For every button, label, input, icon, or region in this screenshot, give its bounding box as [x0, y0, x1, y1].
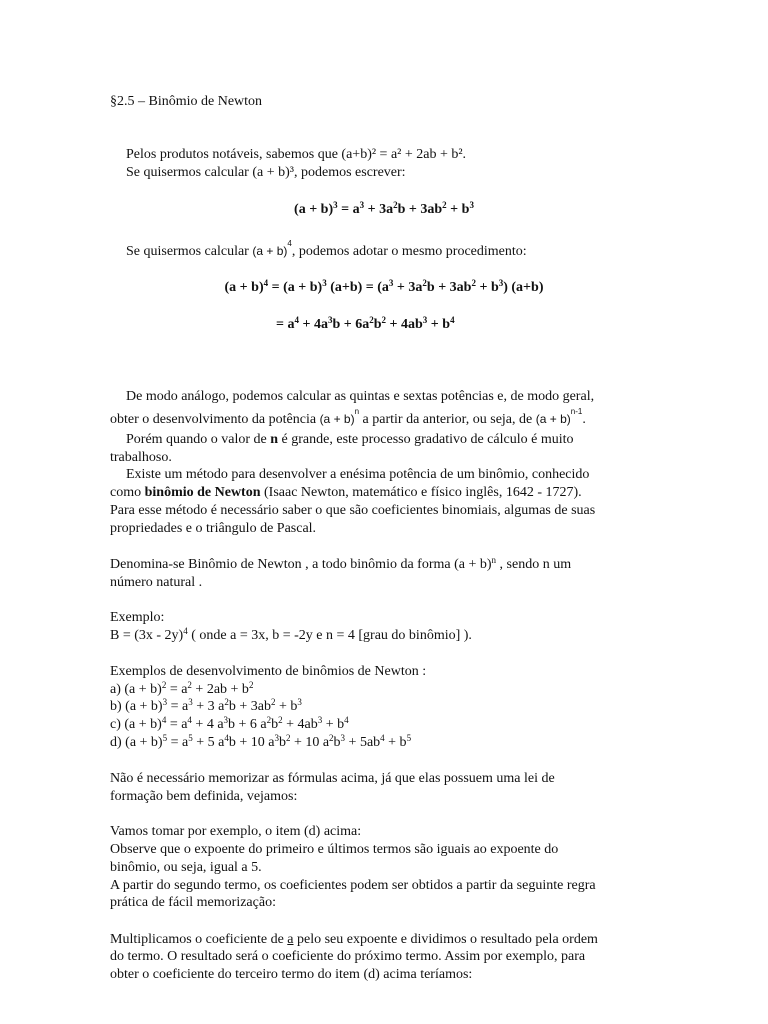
multiply-line-2: do termo. O resultado será o coeficiente do próximo termo. Assim por exemplo, para	[110, 949, 586, 964]
example-d: d) $(a + b)^5 = a^5 + 5$ $a^4b + 10$ $a^3b^2 + 10$ $a^2b^3 + 5ab^4 + b^5$	[110, 733, 412, 750]
item-d-line-1: Vamos tomar por exemplo, o item (d) acima:	[110, 824, 362, 839]
example-line: B = (3x - 2y)$^4$ ( onde a = 3x, b = -2y e n = 4 [grau do binômio] ).	[110, 626, 472, 643]
example-title: Exemplo:	[110, 610, 165, 625]
porem-line-1: Porém quando o valor de n é grande, este processo gradativo de cálculo é muito	[126, 432, 574, 447]
fourth-power-intro: Se quisermos calcular $(a + b)^4$, podemos adotar o mesmo procedimento:	[126, 239, 527, 259]
memorize-line-2: formação bem definida, vejamos:	[110, 789, 298, 804]
metodo-line-4: propriedades e o triângulo de Pascal.	[110, 521, 317, 536]
equation-fourth-2: = $a^4 + 4a^3b + 6a^2b^2 + 4ab^3 + b^4$	[276, 315, 455, 332]
intro-line-1: Pelos produtos notáveis, sabemos que (a+b)² = a² + 2ab + b².	[126, 147, 467, 162]
section-heading: §2.5 – Binômio de Newton	[110, 94, 263, 109]
math-object-a-plus-b-n-minus-1: $(a + b)^{n-1}$	[535, 407, 583, 426]
metodo-line-2: como binômio de Newton (Isaac Newton, matemático e físico inglês, 1642 - 1727).	[110, 485, 582, 500]
math-object-a-plus-b-n: $(a + b)^n$	[319, 407, 360, 426]
example-a: a) $(a + b)^2 = a^2 + 2ab + b^2$	[110, 680, 254, 697]
analog-line-1: De modo análogo, podemos calcular as quintas e sextas potências e, de modo geral,	[126, 389, 595, 404]
intro-line-2: Se quisermos calcular (a + b)³, podemos escrever:	[126, 165, 406, 180]
item-d-line-4: A partir do segundo termo, os coeficientes podem ser obtidos a partir da seguinte regra	[110, 878, 596, 893]
item-d-line-2: Observe que o expoente do primeiro e últimos termos são iguais ao expoente do	[110, 842, 559, 857]
item-d-line-3: binômio, ou seja, igual a 5.	[110, 860, 262, 875]
equation-fourth-1: $(a + b)^4 = (a + b)^3$ $(a+b) = (a^3 + 3a^2b + 3ab^2 + b^3)$ (a+b)	[224, 278, 544, 295]
math-object-a-plus-b-4: $(a + b)^4$	[252, 239, 292, 258]
metodo-line-1: Existe um método para desenvolver a enésima potência de um binômio, conhecido	[126, 467, 590, 482]
multiply-line-1: Multiplicamos o coeficiente de a pelo seu expoente e dividimos o resultado pela ordem	[110, 932, 598, 947]
examples-title: Exemplos de desenvolvimento de binômios de Newton :	[110, 664, 427, 679]
example-b: b) $(a + b)^3 = a^3 + 3$ $a^2b + 3ab^2 + b^3$	[110, 697, 302, 714]
item-d-line-5: prática de fácil memorização:	[110, 895, 276, 910]
multiply-line-3: obter o coeficiente do terceiro termo do item (d) acima teríamos:	[110, 967, 473, 982]
metodo-line-3: Para esse método é necessário saber o que são coeficientes binomiais, algumas de suas	[110, 503, 596, 518]
example-c: c) $(a + b)^4 = a^4 + 4$ $a^3b + 6$ $a^2b^2 + 4ab^3 + b^4$	[110, 715, 349, 732]
equation-cube: $(a + b)^3 = a^3 + 3a^2b + 3ab^2 + b^3$	[294, 200, 474, 217]
definition-line-1: Denomina-se Binômio de Newton , a todo binômio da forma $(a + b)^n$ , sendo n um	[110, 555, 572, 572]
memorize-line-1: Não é necessário memorizar as fórmulas acima, já que elas possuem uma lei de	[110, 771, 555, 786]
definition-line-2: número natural .	[110, 575, 203, 590]
analog-line-2: obter o desenvolvimento da potência $(a + b)^n$ a partir da anterior, ou seja, de $(a + b)^{n-1}$.	[110, 407, 586, 427]
porem-line-2: trabalhoso.	[110, 450, 172, 465]
